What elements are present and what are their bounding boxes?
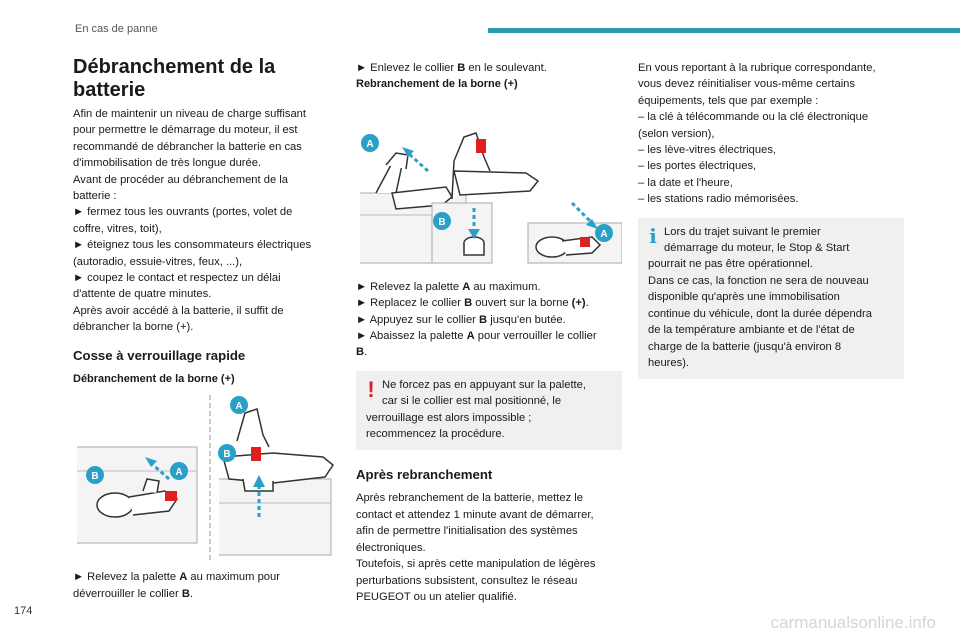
text-line: Après avoir accédé à la batterie, il suffit de <box>73 304 284 317</box>
step-text: ► Relevez la palette <box>73 571 180 584</box>
text-line: ► éteignez tous les consommateurs électriques <box>73 239 312 252</box>
disconnect-illustration <box>73 387 339 565</box>
info-line: pourrait ne pas être opérationnel. <box>648 258 813 271</box>
text-line: (selon version), <box>638 127 715 140</box>
subhead-disconnect: Débranchement de la borne (+) <box>73 372 235 385</box>
text-line: recommandé de débrancher la batterie en cas <box>73 140 302 153</box>
label-b: B <box>438 216 446 228</box>
info-callout <box>638 218 904 380</box>
step-text: en le soulevant. <box>465 62 547 74</box>
text-line: d'immobilisation de très longue durée. <box>73 157 262 170</box>
text-line: équipements, tels que par exemple : <box>638 94 819 107</box>
text-line: (autoradio, essuie-vitres, feux, ...), <box>73 255 243 268</box>
info-line: démarrage du moteur, le Stop & Start <box>664 242 850 255</box>
step-item <box>356 279 622 295</box>
text-line: perturbations subsistent, consultez le réseau <box>356 574 578 587</box>
text-line: Toutefois, si après cette manipulation de légères <box>356 558 596 571</box>
label-a: A <box>600 228 608 240</box>
label-b: B <box>223 449 231 461</box>
column-2 <box>356 60 622 605</box>
info-line: charge de la batterie (jusqu'à environ 8 <box>648 340 842 353</box>
step-bold: B <box>181 587 190 600</box>
text-line: ► fermez tous les ouvrants (portes, volet de <box>73 206 293 219</box>
step-unlock <box>73 569 339 602</box>
warning-icon: ! <box>367 376 375 402</box>
step-bold: A <box>462 280 471 293</box>
text-line: vous devez réinitialiser vous-même certains <box>638 78 855 91</box>
text-line: – les lève-vitres électriques, <box>638 144 777 157</box>
text-line: afin de permettre l'initialisation des systèmes <box>356 525 578 538</box>
text-line: – les portes électriques, <box>638 160 757 173</box>
text-line: – la clé à télécommande ou la clé électronique <box>638 111 869 124</box>
text-line: Avant de procéder au débranchement de la <box>73 173 288 186</box>
text-line: En vous reportant à la rubrique correspondante, <box>638 62 876 74</box>
intro-text <box>73 106 339 336</box>
info-line: disponible qu'après une immobilisation <box>648 291 840 304</box>
reconnect-steps <box>356 279 622 361</box>
step-text: déverrouiller le collier <box>73 587 182 600</box>
text-line: électroniques. <box>356 541 426 554</box>
info-icon: i <box>649 223 657 248</box>
info-line: heures). <box>648 356 690 369</box>
step-text: pour verrouiller le collier <box>474 330 597 343</box>
after-text <box>356 490 622 605</box>
step-bold: B <box>464 297 473 310</box>
warning-callout <box>356 371 622 451</box>
step-text: jusqu'en butée. <box>487 313 566 326</box>
step-text: ouvert sur la borne <box>472 297 572 310</box>
info-line: de la température ambiante et de l'état de <box>648 324 855 337</box>
text-line: d'attente de quatre minutes. <box>73 288 212 301</box>
section-header: En cas de panne <box>75 23 158 35</box>
step-text: ► Relevez la palette <box>356 280 463 293</box>
step-text: . <box>364 346 368 359</box>
step-item <box>356 344 622 360</box>
warning-line: car si le collier est mal positionné, le <box>382 395 562 408</box>
step-text: ► Enlevez le collier <box>356 62 458 74</box>
label-a: A <box>235 401 243 413</box>
page-number: 174 <box>14 605 33 617</box>
step-item <box>356 312 622 328</box>
text-line: débrancher la borne (+). <box>73 321 194 334</box>
step-text: ► Abaissez la palette <box>356 330 467 343</box>
text-line: pour permettre le démarrage du moteur, il est <box>73 124 298 137</box>
label-a: A <box>175 467 183 479</box>
info-line: Lors du trajet suivant le premier <box>664 225 821 238</box>
info-line: Dans ce cas, la fonction ne sera de nouveau <box>648 274 869 287</box>
step-bold: B <box>457 62 466 74</box>
step-text: au maximum pour <box>187 571 280 584</box>
text-line: ► coupez le contact et respectez un délai <box>73 272 281 285</box>
reset-text <box>638 60 904 208</box>
subhead-reconnect: Rebranchement de la borne (+) <box>356 78 518 91</box>
text-line: Après rebranchement de la batterie, mettez le <box>356 492 583 505</box>
watermark: carmanualsonline.info <box>770 613 936 632</box>
step-bold: (+) <box>571 297 586 310</box>
column-1 <box>73 56 339 602</box>
text-line: contact et attendez 1 minute avant de démarrer, <box>356 508 594 521</box>
warning-line: Ne forcez pas en appuyant sur la palette, <box>382 378 586 391</box>
step-text: ► Replacez le collier <box>356 297 465 310</box>
reconnect-illustration <box>356 93 622 271</box>
step-text: . <box>189 587 194 600</box>
text-line: batterie : <box>73 190 117 203</box>
step-bold: B <box>479 313 488 326</box>
text-line: coffre, vitres, toit), <box>73 222 162 235</box>
section-title-after: Après rebranchement <box>356 467 493 483</box>
step-remove-clamp <box>356 60 622 76</box>
column-3 <box>638 60 904 379</box>
header-accent-bar <box>488 28 960 33</box>
step-item <box>356 328 622 344</box>
step-text: ► Appuyez sur le collier <box>356 313 480 326</box>
text-line: – les stations radio mémorisées. <box>638 193 799 206</box>
step-text: au maximum. <box>470 280 541 293</box>
step-bold: A <box>466 330 475 343</box>
page-title: Débranchement de la batterie <box>73 56 276 101</box>
step-text: . <box>585 297 589 310</box>
text-line: Afin de maintenir un niveau de charge suffisant <box>73 108 307 120</box>
label-b: B <box>91 471 99 483</box>
text-line: – la date et l'heure, <box>638 176 733 189</box>
text-line: PEUGEOT ou un atelier qualifié. <box>356 590 517 603</box>
step-bold: A <box>179 571 188 584</box>
label-a: A <box>366 138 374 150</box>
step-item <box>356 295 622 311</box>
section-title-quick-lock: Cosse à verrouillage rapide <box>73 347 246 363</box>
info-line: continue du véhicule, dont la durée dépendra <box>648 307 872 320</box>
warning-line: recommencez la procédure. <box>366 428 505 441</box>
warning-line: verrouillage est alors impossible ; <box>366 411 532 424</box>
step-bold: B <box>356 346 365 359</box>
